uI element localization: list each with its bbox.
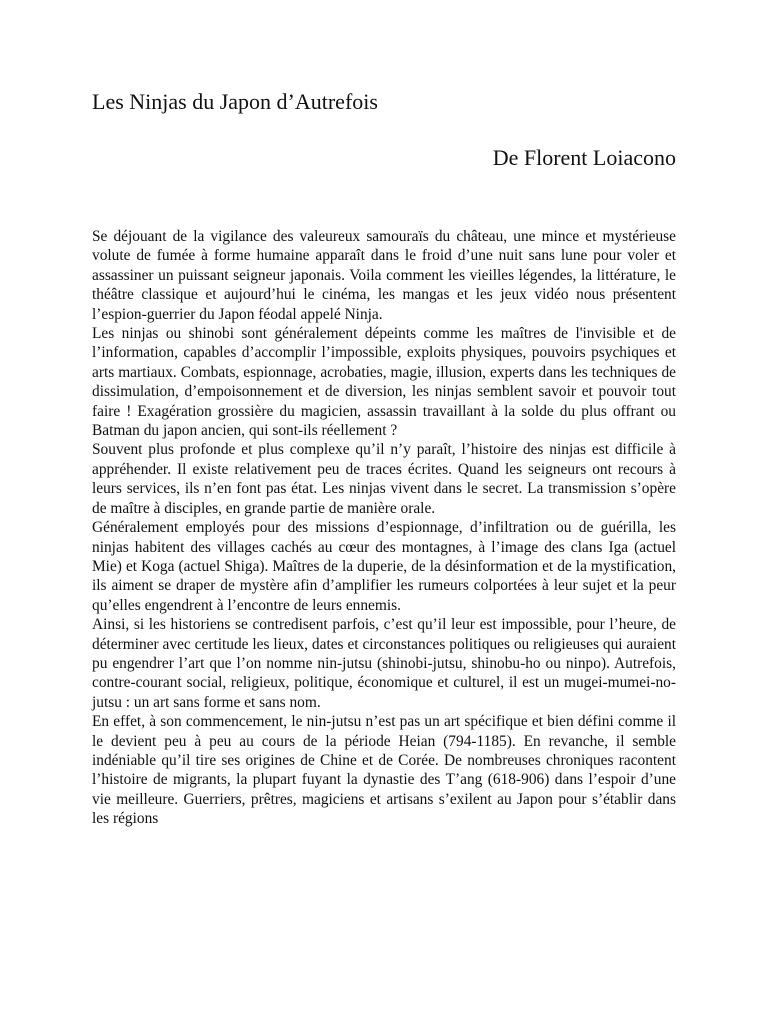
document-author: De Florent Loiacono	[492, 145, 676, 170]
paragraph: Ainsi, si les historiens se contredisent parfois, c’est qu’il leur est impossible, pour l’heure, de déterminer avec certitude les lieux, dates et circonstances politiques ou religieuses qui auraient pu engendrer l’art que l’on nomme nin-jutsu (shinobi-jutsu, shinobu-ho ou ninpo). Autrefois, contre-courant social, religieux, politique, économique et culturel, il est un mugei-mumei-no-jutsu : un art sans forme et sans nom.	[92, 616, 676, 711]
paragraph: Généralement employés pour des missions d’espionnage, d’infiltration ou de guérilla, les ninjas habitent des villages cachés au cœur des montagnes, à l’image des clans Iga (actuel Mie) et Koga (actuel Shiga). Maîtres de la duperie, de la désinformation et de la mystification, ils aiment se draper de mystère afin d’amplifier les rumeurs colportées à leur sujet et la peur qu’elles engendrent à l’encontre de leurs ennemis.	[92, 519, 676, 614]
paragraph: Les ninjas ou shinobi sont généralement dépeints comme les maîtres de l'invisible et de l’information, capables d’accomplir l’impossible, exploits physiques, pouvoirs psychiques et arts martiaux. Combats, espionnage, acrobaties, magie, illusion, experts dans les techniques de dissimulation, d’empoisonnement et de diversion, les ninjas semblent savoir et pouvoir tout faire ! Exagération grossière du magicien, assassin travaillant à la solde du plus offrant ou Batman du japon ancien, qui sont-ils réellement ?	[92, 325, 676, 440]
paragraph: En effet, à son commencement, le nin-jutsu n’est pas un art spécifique et bien défini comme il le devient peu à peu au cours de la période Heian (794-1185). En revanche, il semble indéniable qu’il tire ses origines de Chine et de Corée. De nombreuses chroniques racontent l’histoire de migrants, la plupart fuyant la dynastie des T’ang (618-906) dans l’espoir d’une vie meilleure. Guerriers, prêtres, magiciens et artisans s’exilent au Japon pour s’établir dans les régions	[92, 713, 676, 828]
document-title: Les Ninjas du Japon d’Autrefois	[92, 89, 378, 114]
paragraph: Souvent plus profonde et plus complexe qu’il n’y paraît, l’histoire des ninjas est difficile à appréhender. Il existe relativement peu de traces écrites. Quand les seigneurs ont recours à leurs services, ils n’en font pas état. Les ninjas vivent dans le secret. La transmission s’opère de maître à disciples, en grande partie de manière orale.	[92, 441, 676, 517]
paragraph: Se déjouant de la vigilance des valeureux samouraïs du château, une mince et mystérieuse volute de fumée à forme humaine apparaît dans le froid d’une nuit sans lune pour voler et assassiner un puissant seigneur japonais. Voila comment les vieilles légendes, la littérature, le théâtre classique et aujourd’hui le cinéma, les mangas et les jeux vidéo nous présentent l’espion-guerrier du Japon féodal appelé Ninja.	[92, 228, 676, 323]
article-body	[92, 227, 676, 829]
